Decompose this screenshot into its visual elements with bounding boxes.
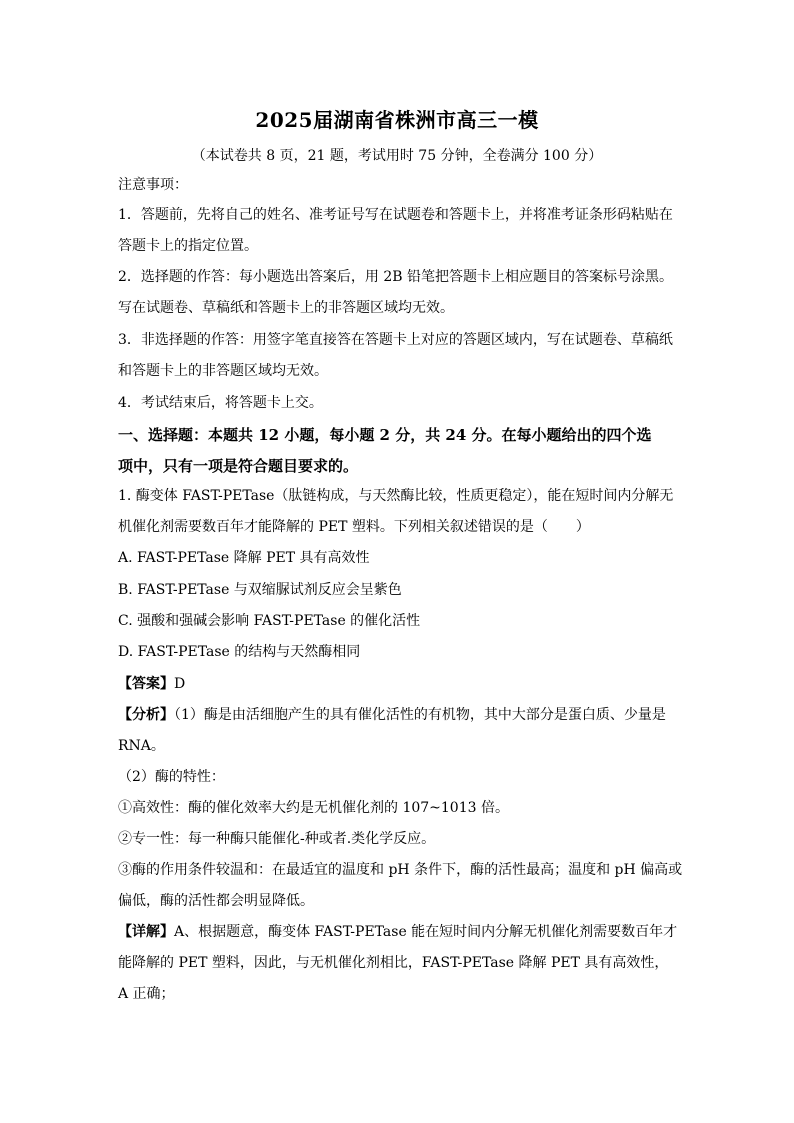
detail-text: A、根据题意，酶变体 FAST-PETase 能在短时间内分解无机催化剂需要数百年才 <box>174 924 678 940</box>
notice-line: 2．选择题的作答：每小题选出答案后，用 2B 铅笔把答题卡上相应题目的答案标号涂黑。 <box>118 269 674 285</box>
detail-line <box>118 922 678 942</box>
notice-heading: 注意事项： <box>118 177 188 193</box>
option-d: D. FAST-PETase 的结构与天然酶相同 <box>118 644 361 660</box>
detail-tag: 【详解】 <box>118 924 174 940</box>
question-stem-cont: 机催化剂需要数百年才能降解的 PET 塑料。下列相关叙述错误的是（ ） <box>118 519 590 535</box>
notice-line: 和答题卡上的非答题区域均无效。 <box>118 363 328 379</box>
section-heading: 一、选择题：本题共 12 小题，每小题 2 分，共 24 分。在每小题给出的四个选 <box>118 426 652 444</box>
page-title: 2025届湖南省株洲市高三一模 <box>255 108 539 132</box>
analysis-line: ①高效性：酶的催化效率大约是无机催化剂的 107~1013 倍。 <box>118 800 509 816</box>
notice-line: 答题卡上的指定位置。 <box>118 238 258 254</box>
exam-info: （本试卷共 8 页，21 题，考试用时 75 分钟，全卷满分 100 分） <box>191 148 603 164</box>
analysis-line: RNA。 <box>118 738 165 754</box>
detail-line: 能降解的 PET 塑料，因此，与无机催化剂相比，FAST-PETase 降解 PET 具有高效性， <box>118 955 669 971</box>
option-a: A. FAST-PETase 降解 PET 具有高效性 <box>118 550 370 566</box>
answer-line <box>118 674 678 694</box>
answer-tag: 【答案】 <box>118 676 174 692</box>
notice-line: 写在试题卷、草稿纸和答题卡上的非答题区域均无效。 <box>118 300 454 316</box>
notice-line: 3．非选择题的作答：用签字笔直接答在答题卡上对应的答题区域内，写在试题卷、草稿纸 <box>118 332 673 348</box>
analysis-tag: 【分析】 <box>118 707 174 723</box>
analysis-line: ②专一性：每一种酶只能催化-种或者.类化学反应。 <box>118 831 436 847</box>
option-b: B. FAST-PETase 与双缩脲试剂反应会呈紫色 <box>118 582 402 598</box>
section-heading-cont: 项中，只有一项是符合题目要求的。 <box>118 457 359 475</box>
analysis-line: ③酶的作用条件较温和：在最适宜的温度和 pH 条件下，酶的活性最高；温度和 pH 偏高或 <box>118 862 683 878</box>
analysis-line <box>118 705 678 725</box>
answer-value: D <box>174 676 186 692</box>
analysis-line: 偏低，酶的活性都会明显降低。 <box>118 893 314 909</box>
question-stem: 1. 酶变体 FAST-PETase（肽链构成，与天然酶比较，性质更稳定），能在短时间内分解无 <box>118 488 674 504</box>
notice-line: 4．考试结束后，将答题卡上交。 <box>118 395 323 411</box>
notice-line: 1．答题前，先将自己的姓名、准考证号写在试题卷和答题卡上，并将准考证条形码粘贴在 <box>118 207 673 223</box>
option-c: C. 强酸和强碱会影响 FAST-PETase 的催化活性 <box>118 613 421 629</box>
detail-line: A 正确； <box>118 986 175 1002</box>
analysis-text: （1）酶是由活细胞产生的具有催化活性的有机物，其中大部分是蛋白质、少量是 <box>174 707 666 723</box>
analysis-line: （2）酶的特性： <box>118 769 225 785</box>
